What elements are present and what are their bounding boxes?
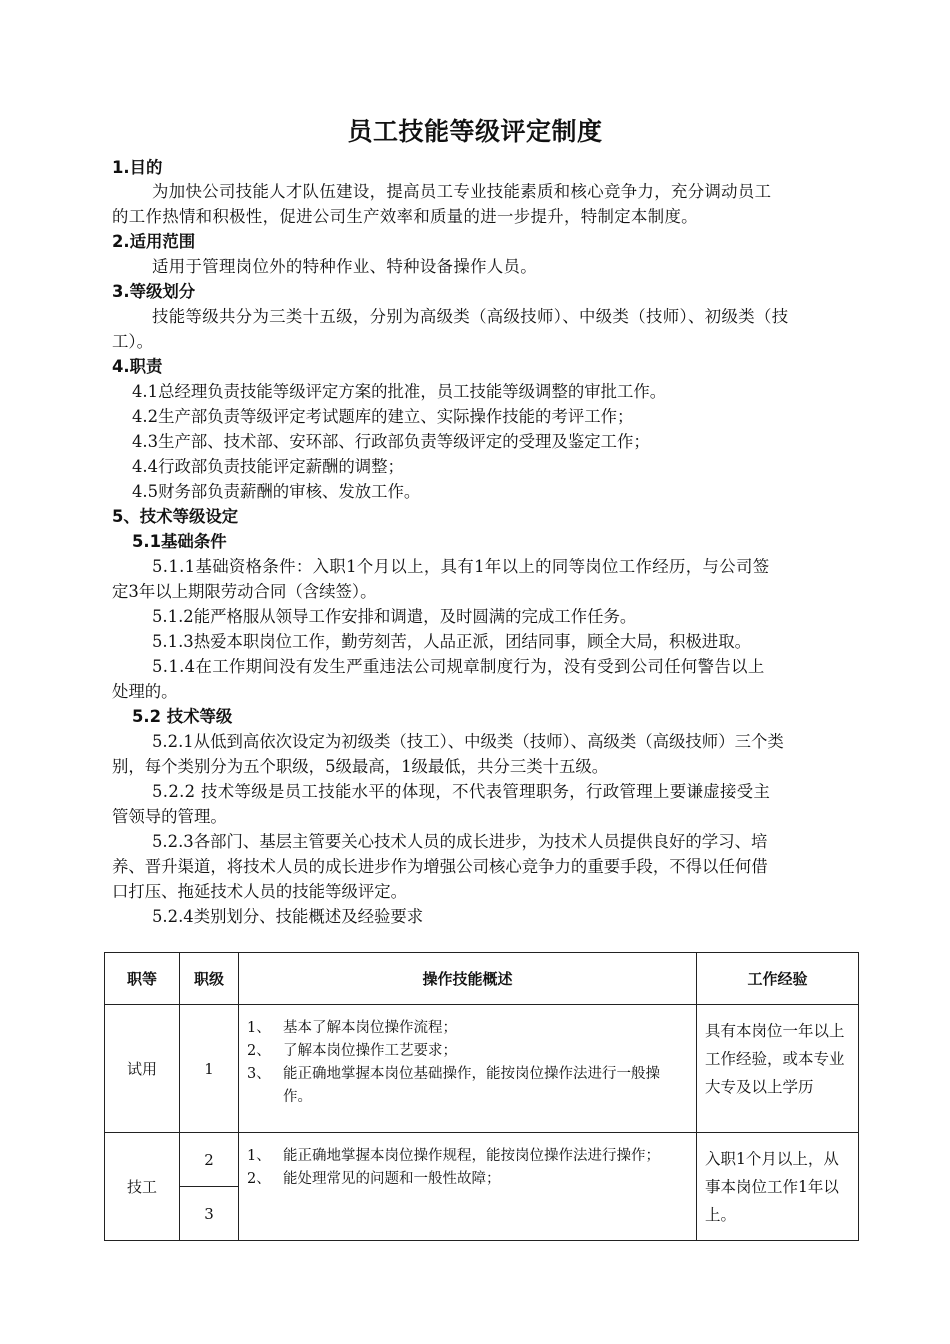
cell-experience: 具有本岗位一年以上工作经验，或本专业大专及以上学历 — [697, 1005, 859, 1133]
skill-text: 能处理常见的问题和一般性故障； — [283, 1171, 501, 1187]
document-title: 员工技能等级评定制度 — [347, 117, 603, 146]
grade-table — [104, 952, 859, 1241]
table-row — [105, 1005, 859, 1133]
skill-item — [247, 1168, 688, 1191]
basic-condition-line: 5.1.2能严格服从领导工作安排和调遣，及时圆满的完成工作任务。 — [152, 607, 637, 626]
cell-level: 1 — [180, 1005, 239, 1133]
table-header-row — [105, 953, 859, 1005]
header-skills: 操作技能概述 — [239, 953, 697, 1005]
basic-condition-line: 5.1.1基础资格条件：入职1个月以上，具有1年以上的同等岗位工作经历，与公司签 — [152, 557, 770, 576]
skill-item — [247, 1017, 688, 1040]
section-heading-purpose: 1.目的 — [112, 158, 163, 177]
skill-number: 2、 — [247, 1043, 271, 1059]
subsection-heading-grades: 5.2 技术等级 — [132, 707, 233, 726]
grade-text-line: 5.2.4类别划分、技能概述及经验要求 — [152, 907, 424, 926]
header-level: 职级 — [180, 953, 239, 1005]
skill-item — [247, 1040, 688, 1063]
grade-text-line: 5.2.3各部门、基层主管要关心技术人员的成长进步，为技术人员提供良好的学习、培 — [152, 832, 768, 851]
skill-item — [247, 1063, 688, 1109]
purpose-text-line2: 的工作热情和积极性，促进公司生产效率和质量的进一步提升，特制定本制度。 — [112, 207, 698, 226]
skill-number: 2、 — [247, 1171, 271, 1187]
grade-text-line: 5.2.2 技术等级是员工技能水平的体现，不代表管理职务，行政管理上要谦虚接受主 — [152, 782, 771, 801]
basic-condition-line: 5.1.3热爱本职岗位工作，勤劳刻苦，人品正派，团结同事，顾全大局，积极进取。 — [152, 632, 751, 651]
section-heading-tech-grades: 5、技术等级设定 — [112, 507, 239, 526]
skill-number: 1、 — [247, 1020, 271, 1036]
table-row — [105, 1133, 859, 1187]
grade-text-line: 养、晋升渠道，将技术人员的成长进步作为增强公司核心竞争力的重要手段，不得以任何借 — [112, 857, 768, 876]
skill-text: 了解本岗位操作工艺要求； — [283, 1043, 457, 1059]
grade-text-line: 别，每个类别分为五个职级，5级最高，1级最低，共分三类十五级。 — [112, 757, 609, 776]
skill-number: 3、 — [247, 1066, 271, 1082]
cell-skills — [239, 1005, 697, 1133]
grade-text-line: 口打压、拖延技术人员的技能等级评定。 — [112, 882, 408, 901]
cell-level: 2 — [180, 1133, 239, 1187]
grade-text-line: 5.2.1从低到高依次设定为初级类（技工）、中级类（技师）、高级类（高级技师）三个类 — [152, 732, 784, 751]
basic-condition-line: 定3年以上期限劳动合同（含续签）。 — [112, 582, 377, 601]
skill-number: 1、 — [247, 1148, 271, 1164]
skill-text: 能正确地掌握本岗位基础操作，能按岗位操作法进行一般操作。 — [283, 1066, 660, 1105]
duty-item: 4.1总经理负责技能等级评定方案的批准，员工技能等级调整的审批工作。 — [132, 382, 667, 401]
duty-item: 4.2生产部负责等级评定考试题库的建立、实际操作技能的考评工作； — [132, 407, 634, 426]
cell-grade: 技工 — [105, 1133, 180, 1241]
section-heading-scope: 2.适用范围 — [112, 232, 196, 251]
duty-item: 4.5财务部负责薪酬的审核、发放工作。 — [132, 482, 421, 501]
cell-skills — [239, 1133, 697, 1241]
skill-text: 基本了解本岗位操作流程； — [283, 1020, 457, 1036]
header-experience: 工作经验 — [697, 953, 859, 1005]
section-heading-levels: 3.等级划分 — [112, 282, 196, 301]
skill-text: 能正确地掌握本岗位操作规程，能按岗位操作法进行操作； — [283, 1148, 660, 1164]
skill-item — [247, 1145, 688, 1168]
cell-level: 3 — [180, 1187, 239, 1241]
section-heading-duties: 4.职责 — [112, 357, 163, 376]
purpose-text-line1: 为加快公司技能人才队伍建设，提高员工专业技能素质和核心竞争力，充分调动员工 — [152, 182, 772, 201]
levels-text-line1: 技能等级共分为三类十五级，分别为高级类（高级技师）、中级类（技师）、初级类（技 — [152, 307, 789, 326]
cell-grade: 试用 — [105, 1005, 180, 1133]
duty-item: 4.3生产部、技术部、安环部、行政部负责等级评定的受理及鉴定工作； — [132, 432, 650, 451]
duty-item: 4.4行政部负责技能评定薪酬的调整； — [132, 457, 404, 476]
header-grade: 职等 — [105, 953, 180, 1005]
levels-text-line2: 工）。 — [112, 332, 153, 351]
basic-condition-line: 5.1.4在工作期间没有发生严重违法公司规章制度行为，没有受到公司任何警告以上 — [152, 657, 765, 676]
basic-condition-line: 处理的。 — [112, 682, 178, 701]
subsection-heading-basic: 5.1基础条件 — [132, 532, 227, 551]
scope-text: 适用于管理岗位外的特种作业、特种设备操作人员。 — [152, 257, 538, 276]
grade-text-line: 管领导的管理。 — [112, 807, 227, 826]
cell-experience: 入职1个月以上，从事本岗位工作1年以上。 — [697, 1133, 859, 1241]
